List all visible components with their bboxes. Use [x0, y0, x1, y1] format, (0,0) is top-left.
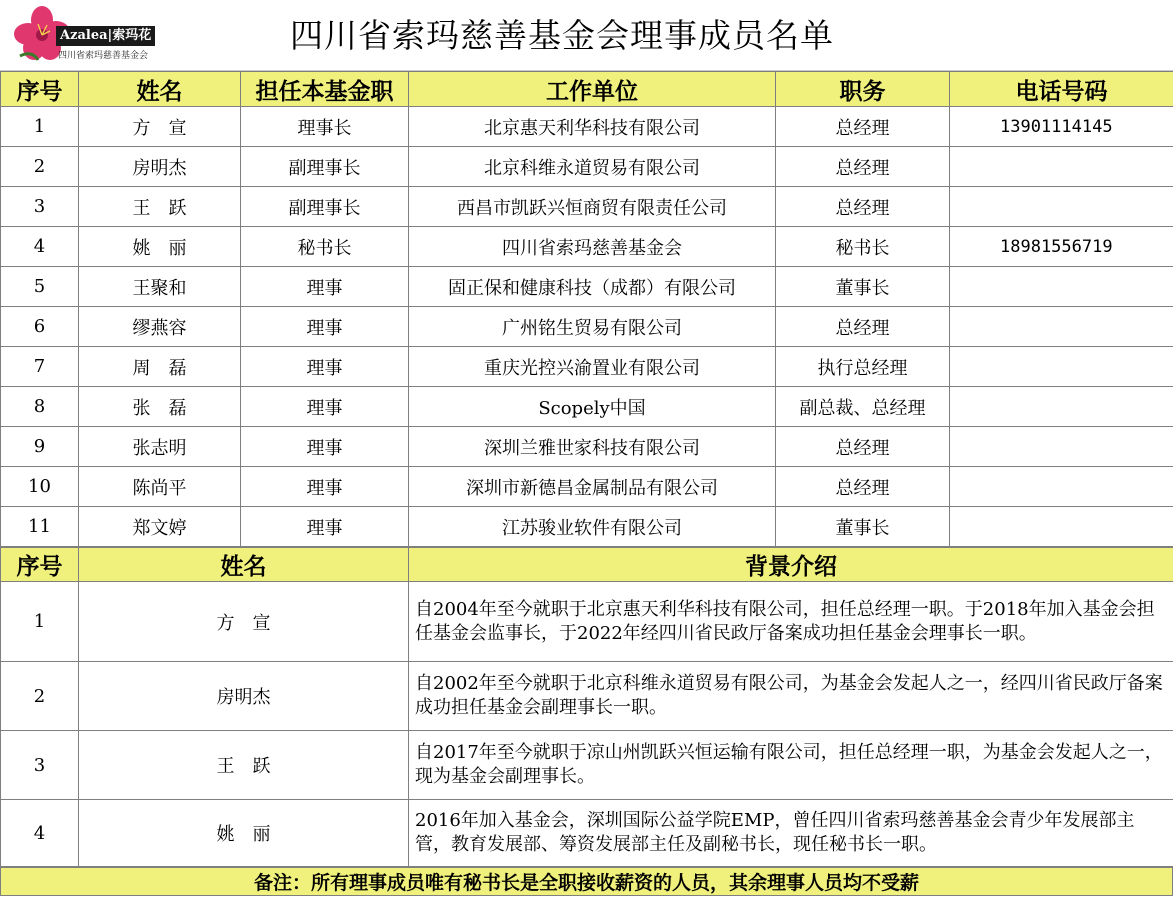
cell-name: 姚 丽 [79, 227, 241, 267]
bio-cell-name: 房明杰 [79, 662, 409, 731]
cell-index: 1 [1, 107, 79, 147]
members-header-row [1, 72, 1173, 107]
cell-phone: 13901114145 [950, 107, 1173, 147]
bio-cell-background: 2016年加入基金会，深圳国际公益学院EMP，曾任四川省索玛慈善基金会青少年发展部主管，教育发展部、筹资发展部主任及副秘书长，现任秘书长一职。 [409, 800, 1173, 867]
bio-cell-index: 2 [1, 662, 79, 731]
cell-role: 副理事长 [241, 187, 409, 227]
table-row [1, 227, 1173, 267]
note-table [0, 867, 1173, 896]
page-header [0, 0, 1173, 71]
col-header-role: 担任本基金职 [241, 72, 409, 107]
cell-phone [950, 467, 1173, 507]
bio-header-background: 背景介绍 [409, 548, 1173, 582]
bio-cell-name: 方 宣 [79, 582, 409, 662]
cell-name: 方 宣 [79, 107, 241, 147]
cell-name: 周 磊 [79, 347, 241, 387]
cell-position: 总经理 [776, 187, 950, 227]
table-row [1, 107, 1173, 147]
cell-employer: 四川省索玛慈善基金会 [409, 227, 776, 267]
table-row [1, 507, 1173, 547]
cell-index: 5 [1, 267, 79, 307]
bio-cell-name: 姚 丽 [79, 800, 409, 867]
cell-phone [950, 507, 1173, 547]
table-row [1, 307, 1173, 347]
cell-employer: 重庆光控兴渝置业有限公司 [409, 347, 776, 387]
cell-phone [950, 307, 1173, 347]
table-row [1, 267, 1173, 307]
cell-name: 王聚和 [79, 267, 241, 307]
cell-index: 10 [1, 467, 79, 507]
cell-position: 董事长 [776, 507, 950, 547]
bio-row [1, 662, 1173, 731]
table-row [1, 347, 1173, 387]
cell-name: 张志明 [79, 427, 241, 467]
bio-header-row [1, 548, 1173, 582]
bio-cell-name: 王 跃 [79, 731, 409, 800]
cell-role: 理事 [241, 347, 409, 387]
cell-role: 秘书长 [241, 227, 409, 267]
bio-cell-background: 自2004年至今就职于北京惠天利华科技有限公司，担任总经理一职。于2018年加入基金会担任基金会监事长，于2022年经四川省民政厅备案成功担任基金会理事长一职。 [409, 582, 1173, 662]
note-text: 备注：所有理事成员唯有秘书长是全职接收薪资的人员，其余理事人员均不受薪 [1, 868, 1173, 896]
cell-position: 总经理 [776, 107, 950, 147]
foundation-logo [12, 4, 182, 62]
cell-employer: 西昌市凯跃兴恒商贸有限责任公司 [409, 187, 776, 227]
cell-employer: 固正保和健康科技（成都）有限公司 [409, 267, 776, 307]
cell-position: 秘书长 [776, 227, 950, 267]
table-row [1, 427, 1173, 467]
cell-role: 理事 [241, 507, 409, 547]
col-header-position: 职务 [776, 72, 950, 107]
cell-employer: 广州铭生贸易有限公司 [409, 307, 776, 347]
cell-phone [950, 427, 1173, 467]
cell-index: 9 [1, 427, 79, 467]
cell-index: 6 [1, 307, 79, 347]
logo-subtitle: 四川省索玛慈善基金会 [58, 51, 149, 61]
bio-cell-index: 3 [1, 731, 79, 800]
col-header-employer: 工作单位 [409, 72, 776, 107]
cell-employer: 北京惠天利华科技有限公司 [409, 107, 776, 147]
cell-position: 总经理 [776, 147, 950, 187]
cell-name: 郑文婷 [79, 507, 241, 547]
cell-employer: 江苏骏业软件有限公司 [409, 507, 776, 547]
table-row [1, 387, 1173, 427]
cell-role: 理事 [241, 267, 409, 307]
bio-row [1, 582, 1173, 662]
cell-position: 总经理 [776, 467, 950, 507]
cell-position: 执行总经理 [776, 347, 950, 387]
cell-employer: 北京科维永道贸易有限公司 [409, 147, 776, 187]
cell-role: 理事 [241, 387, 409, 427]
cell-phone [950, 147, 1173, 187]
cell-role: 理事长 [241, 107, 409, 147]
cell-role: 理事 [241, 307, 409, 347]
cell-employer: 深圳市新德昌金属制品有限公司 [409, 467, 776, 507]
table-row [1, 467, 1173, 507]
table-row [1, 187, 1173, 227]
logo-brand: Azalea|索玛花 [56, 26, 155, 46]
bio-row [1, 800, 1173, 867]
page-title: 四川省索玛慈善基金会理事成员名单 [290, 16, 834, 55]
cell-role: 理事 [241, 427, 409, 467]
cell-name: 缪燕容 [79, 307, 241, 347]
cell-index: 2 [1, 147, 79, 187]
cell-index: 4 [1, 227, 79, 267]
col-header-phone: 电话号码 [950, 72, 1173, 107]
cell-phone [950, 347, 1173, 387]
cell-index: 3 [1, 187, 79, 227]
cell-phone: 18981556719 [950, 227, 1173, 267]
col-header-name: 姓名 [79, 72, 241, 107]
bio-table [0, 547, 1173, 867]
cell-phone [950, 387, 1173, 427]
cell-employer: 深圳兰雅世家科技有限公司 [409, 427, 776, 467]
bio-cell-index: 1 [1, 582, 79, 662]
col-header-index: 序号 [1, 72, 79, 107]
cell-position: 副总裁、总经理 [776, 387, 950, 427]
cell-position: 董事长 [776, 267, 950, 307]
cell-role: 理事 [241, 467, 409, 507]
cell-phone [950, 187, 1173, 227]
cell-position: 总经理 [776, 307, 950, 347]
cell-index: 7 [1, 347, 79, 387]
cell-index: 11 [1, 507, 79, 547]
bio-cell-index: 4 [1, 800, 79, 867]
note-row [1, 868, 1173, 896]
bio-cell-background: 自2002年至今就职于北京科维永道贸易有限公司，为基金会发起人之一，经四川省民政厅备案成功担任基金会副理事长一职。 [409, 662, 1173, 731]
cell-name: 王 跃 [79, 187, 241, 227]
cell-name: 房明杰 [79, 147, 241, 187]
cell-phone [950, 267, 1173, 307]
cell-position: 总经理 [776, 427, 950, 467]
members-table [0, 71, 1173, 547]
bio-cell-background: 自2017年至今就职于凉山州凯跃兴恒运输有限公司，担任总经理一职，为基金会发起人之一，现为基金会副理事长。 [409, 731, 1173, 800]
bio-header-index: 序号 [1, 548, 79, 582]
bio-header-name: 姓名 [79, 548, 409, 582]
cell-name: 陈尚平 [79, 467, 241, 507]
cell-index: 8 [1, 387, 79, 427]
cell-role: 副理事长 [241, 147, 409, 187]
bio-row [1, 731, 1173, 800]
cell-name: 张 磊 [79, 387, 241, 427]
cell-employer: Scopely中国 [409, 387, 776, 427]
table-row [1, 147, 1173, 187]
